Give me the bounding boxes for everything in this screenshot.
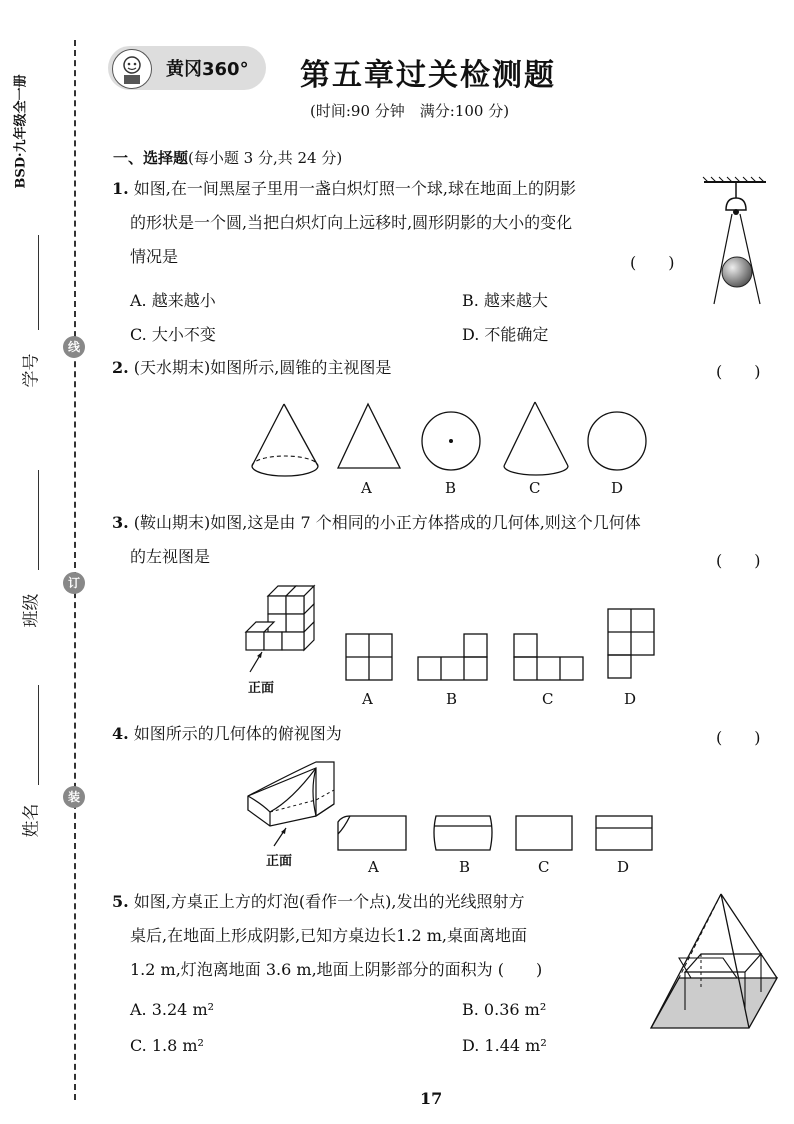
question-1: 1. 如图,在一间黑屋子里用一盏白炽灯照一个球,球在地面上的阴影 的形状是一个圆,当把白炽灯向上远移时,圆形阴影的大小的变化 情况是 bbox=[112, 179, 576, 266]
option-a-triangle bbox=[336, 400, 406, 475]
q1-option-a[interactable]: A. 越来越小 bbox=[130, 291, 216, 310]
line-mark: 线 bbox=[63, 336, 85, 358]
brand-logo bbox=[108, 46, 266, 90]
option-c-view bbox=[508, 630, 588, 686]
question-3: 3. (鞍山期末)如图,这是由 7 个相同的小正方体搭成的几何体,则这个几何体 的左视图是 bbox=[112, 513, 641, 566]
q2-label-d[interactable]: D bbox=[611, 479, 624, 497]
curved-solid-figure bbox=[242, 760, 342, 850]
q4-label-a[interactable]: A bbox=[368, 858, 379, 876]
cartoon-face-icon bbox=[112, 49, 152, 89]
q1-option-c[interactable]: C. 大小不变 bbox=[130, 325, 216, 344]
name-blank bbox=[38, 685, 39, 785]
option-d-top-view bbox=[592, 810, 656, 858]
q3-label-a[interactable]: A bbox=[362, 690, 373, 708]
lamp-ball-figure bbox=[700, 176, 770, 311]
q4-label-b[interactable]: B bbox=[459, 858, 471, 876]
q5-option-b[interactable]: B. 0.36 m² bbox=[462, 1000, 547, 1019]
question-4: 4. 如图所示的几何体的俯视图为 bbox=[112, 724, 342, 743]
option-c-cone-side bbox=[500, 398, 572, 478]
q5-option-a[interactable]: A. 3.24 m² bbox=[130, 1000, 215, 1019]
q5-option-c[interactable]: C. 1.8 m² bbox=[130, 1036, 204, 1055]
q2-label-b[interactable]: B bbox=[445, 479, 457, 497]
q3-label-b[interactable]: B bbox=[446, 690, 458, 708]
student-id-label: 学号 bbox=[21, 353, 42, 388]
q3-label-d[interactable]: D bbox=[624, 690, 637, 708]
question-2: 2. (天水期末)如图所示,圆锥的主视图是 bbox=[112, 358, 392, 377]
cone-figure bbox=[248, 400, 328, 480]
class-label: 班级 bbox=[21, 593, 42, 628]
lamp-table-shadow-figure bbox=[645, 890, 794, 1040]
answer-paren-4[interactable]: ( ) bbox=[716, 728, 761, 747]
q1-option-b[interactable]: B. 越来越大 bbox=[462, 291, 548, 310]
q4-front-label: 正面 bbox=[266, 854, 293, 869]
cube-stack-figure bbox=[240, 580, 340, 670]
answer-paren-2[interactable]: ( ) bbox=[716, 362, 761, 381]
q4-label-d[interactable]: D bbox=[617, 858, 630, 876]
binding-dashed-line bbox=[74, 40, 76, 1100]
option-c-top-view bbox=[512, 810, 576, 858]
bind-mark: 订 bbox=[63, 572, 85, 594]
option-a-view bbox=[340, 630, 400, 686]
option-a-top-view bbox=[334, 810, 414, 858]
answer-paren-3[interactable]: ( ) bbox=[716, 551, 761, 570]
option-b-view bbox=[412, 630, 492, 686]
binding-margin bbox=[0, 0, 100, 1124]
page-number: 17 bbox=[420, 1089, 443, 1108]
q3-label-c[interactable]: C bbox=[542, 690, 554, 708]
logo-text: 黄冈360° bbox=[166, 59, 249, 80]
series-label: BSD·九年级全一册 bbox=[13, 74, 29, 189]
q1-option-d[interactable]: D. 不能确定 bbox=[462, 325, 549, 344]
class-blank bbox=[38, 470, 39, 570]
page-title: 第五章过关检测题 bbox=[300, 58, 556, 93]
answer-paren-1[interactable]: ( ) bbox=[630, 253, 675, 272]
option-d-view bbox=[602, 605, 662, 685]
name-label: 姓名 bbox=[21, 803, 42, 838]
q2-label-c[interactable]: C bbox=[529, 479, 541, 497]
exam-time-score: (时间:90 分钟 满分:100 分) bbox=[310, 102, 510, 120]
option-b-circle-dot bbox=[420, 410, 484, 474]
section-heading: 一、选择题(每小题 3 分,共 24 分) bbox=[113, 149, 343, 167]
q3-front-label: 正面 bbox=[248, 681, 275, 696]
option-b-top-view bbox=[430, 810, 500, 858]
sew-mark: 装 bbox=[63, 786, 85, 808]
q4-label-c[interactable]: C bbox=[538, 858, 550, 876]
q2-label-a[interactable]: A bbox=[361, 479, 372, 497]
option-d-circle bbox=[586, 410, 650, 474]
student-id-blank bbox=[38, 235, 39, 330]
question-5: 5. 如图,方桌正上方的灯泡(看作一个点),发出的光线照射方 桌后,在地面上形成阴影,已知方桌边长1.2 m,桌面离地面 1.2 m,灯泡离地面 3.6 m,地面上阴影部分的面积为 ( ) bbox=[112, 892, 543, 979]
q5-option-d[interactable]: D. 1.44 m² bbox=[462, 1036, 547, 1055]
